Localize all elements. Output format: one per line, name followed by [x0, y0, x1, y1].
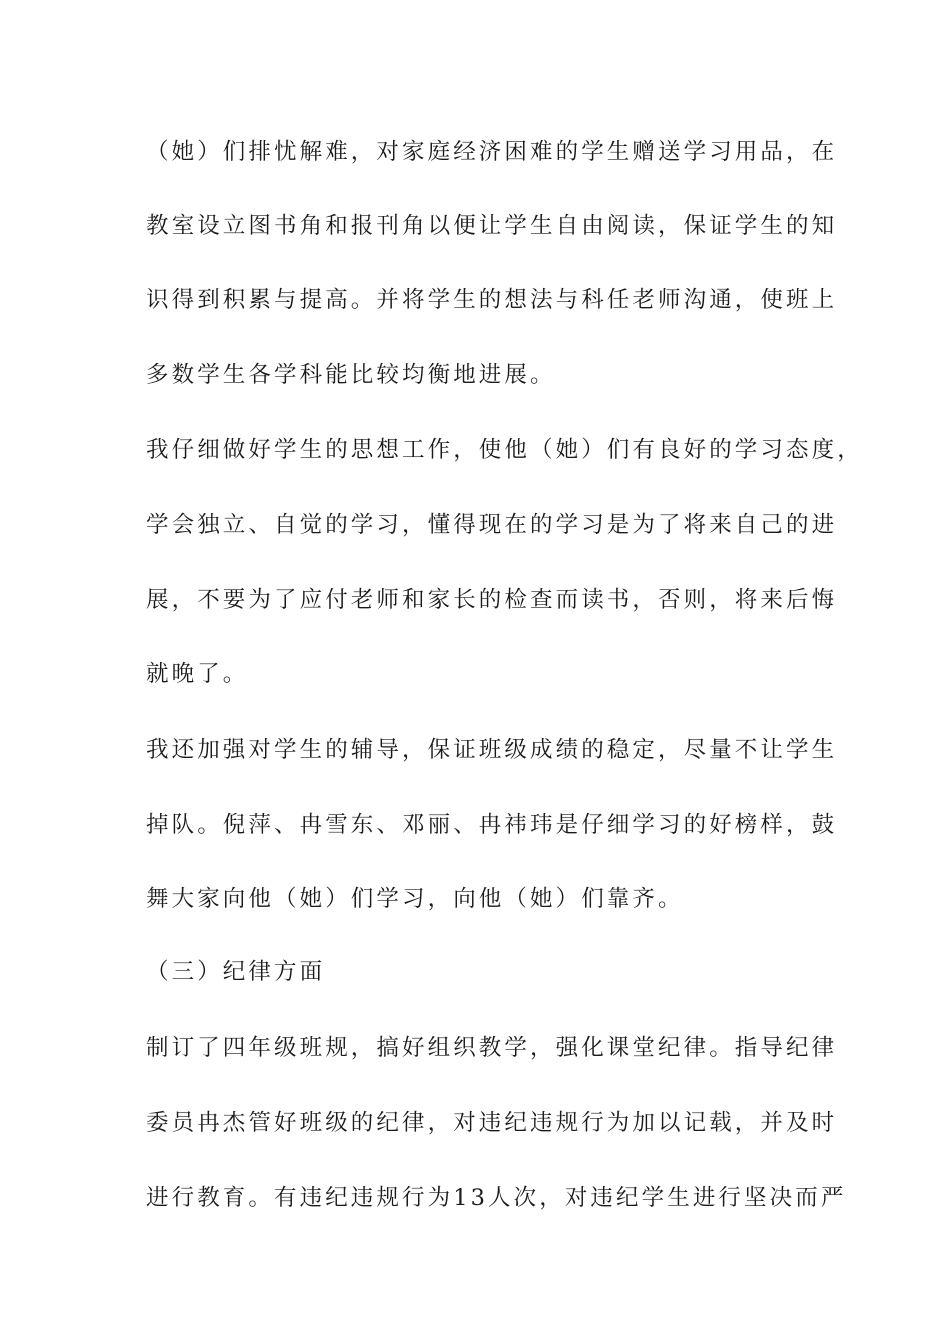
text-line: （她）们排忧解难，对家庭经济困难的学生赠送学习用品，在: [146, 139, 838, 165]
text-line: 我仔细做好学生的思想工作，使他（她）们有良好的学习态度，: [146, 437, 863, 463]
text-line: 学会独立、自觉的学习，懂得现在的学习是为了将来自己的进: [146, 512, 838, 538]
text-line: 舞大家向他（她）们学习，向他（她）们靠齐。: [146, 886, 684, 912]
text-line: 识得到积累与提高。并将学生的想法与科任老师沟通，使班上: [146, 287, 838, 313]
text-line: 进行教育。有违纪违规行为13人次，对违纪学生进行坚决而严: [146, 1185, 847, 1211]
text-line: 展，不要为了应付老师和家长的检查而读书，否则，将来后悔: [146, 587, 838, 613]
text-line: 我还加强对学生的辅导，保证班级成绩的稳定，尽量不让学生: [146, 737, 838, 763]
text-line: 教室设立图书角和报刊角以便让学生自由阅读，保证学生的知: [146, 213, 838, 239]
text-line: 多数学生各学科能比较均衡地进展。: [146, 362, 556, 388]
text-line: 制订了四年级班规，搞好组织教学，强化课堂纪律。指导纪律: [146, 1035, 838, 1061]
section-heading: （三）纪律方面: [146, 959, 326, 985]
text-line: 掉队。倪萍、冉雪东、邓丽、冉祎玮是仔细学习的好榜样，鼓: [146, 812, 838, 838]
text-line: 委员冉杰管好班级的纪律，对违纪违规行为加以记载，并及时: [146, 1110, 838, 1136]
text-line: 就晚了。: [146, 661, 249, 687]
